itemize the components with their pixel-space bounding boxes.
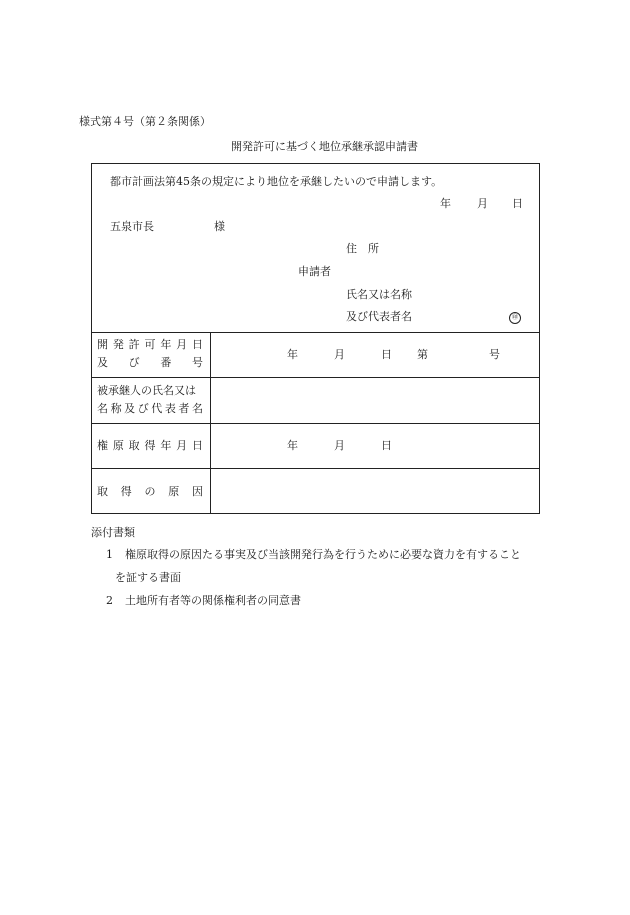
permit-month-label: 月: [334, 348, 345, 361]
attachment-number: 2: [106, 594, 113, 607]
addressee: 五泉市長: [110, 220, 154, 233]
acquisition-year-label: 年: [287, 439, 298, 452]
predecessor-label-line2: 名 称 及 び 代 表 者 名: [97, 402, 203, 415]
acquisition-cause-label: 取 得 の 原 因: [97, 485, 203, 498]
representative-label: 及び代表者名: [346, 310, 412, 323]
attachment-number: 1: [106, 548, 113, 561]
application-statement: 都市計画法第45条の規定により地位を承継したいので申請します。: [110, 175, 443, 188]
permit-number-prefix: 第: [417, 348, 428, 361]
row-divider: [92, 377, 539, 378]
permit-year-label: 年: [287, 348, 298, 361]
row-divider: [92, 423, 539, 424]
seal-icon: ㊞: [509, 312, 521, 324]
predecessor-label-line1: 被承継人の氏名又は: [97, 384, 196, 397]
permit-date-label-line1: 開 発 許 可 年 月 日: [97, 338, 203, 351]
name-label: 氏名又は名称: [346, 288, 412, 301]
row-divider: [92, 332, 539, 333]
address-label: 住 所: [346, 242, 379, 255]
acquisition-date-label: 権 原 取 得 年 月 日: [97, 439, 203, 452]
column-divider: [210, 332, 211, 513]
permit-number-suffix: 号: [489, 348, 500, 361]
attachment-item: 土地所有者等の関係権利者の同意書: [125, 594, 301, 607]
seal-mark: [509, 310, 521, 324]
permit-day-label: 日: [381, 348, 392, 361]
date-month-label: 月: [477, 197, 488, 210]
row-divider: [92, 468, 539, 469]
permit-date-label-line2: 及 び 番 号: [97, 356, 203, 369]
form-number: 様式第４号（第２条関係）: [79, 115, 211, 128]
page-title: 開発許可に基づく地位承継承認申請書: [231, 140, 418, 153]
date-day-label: 日: [512, 197, 523, 210]
acquisition-month-label: 月: [334, 439, 345, 452]
date-year-label: 年: [440, 197, 451, 210]
acquisition-day-label: 日: [381, 439, 392, 452]
attachment-item: 権原取得の原因たる事実及び当該開発行為を行うために必要な資力を有すること: [125, 548, 521, 561]
applicant-label: 申請者: [298, 265, 331, 278]
attachment-item-continued: を証する書面: [115, 571, 181, 584]
honorific: 様: [214, 220, 225, 233]
attachments-heading: 添付書類: [91, 526, 135, 539]
